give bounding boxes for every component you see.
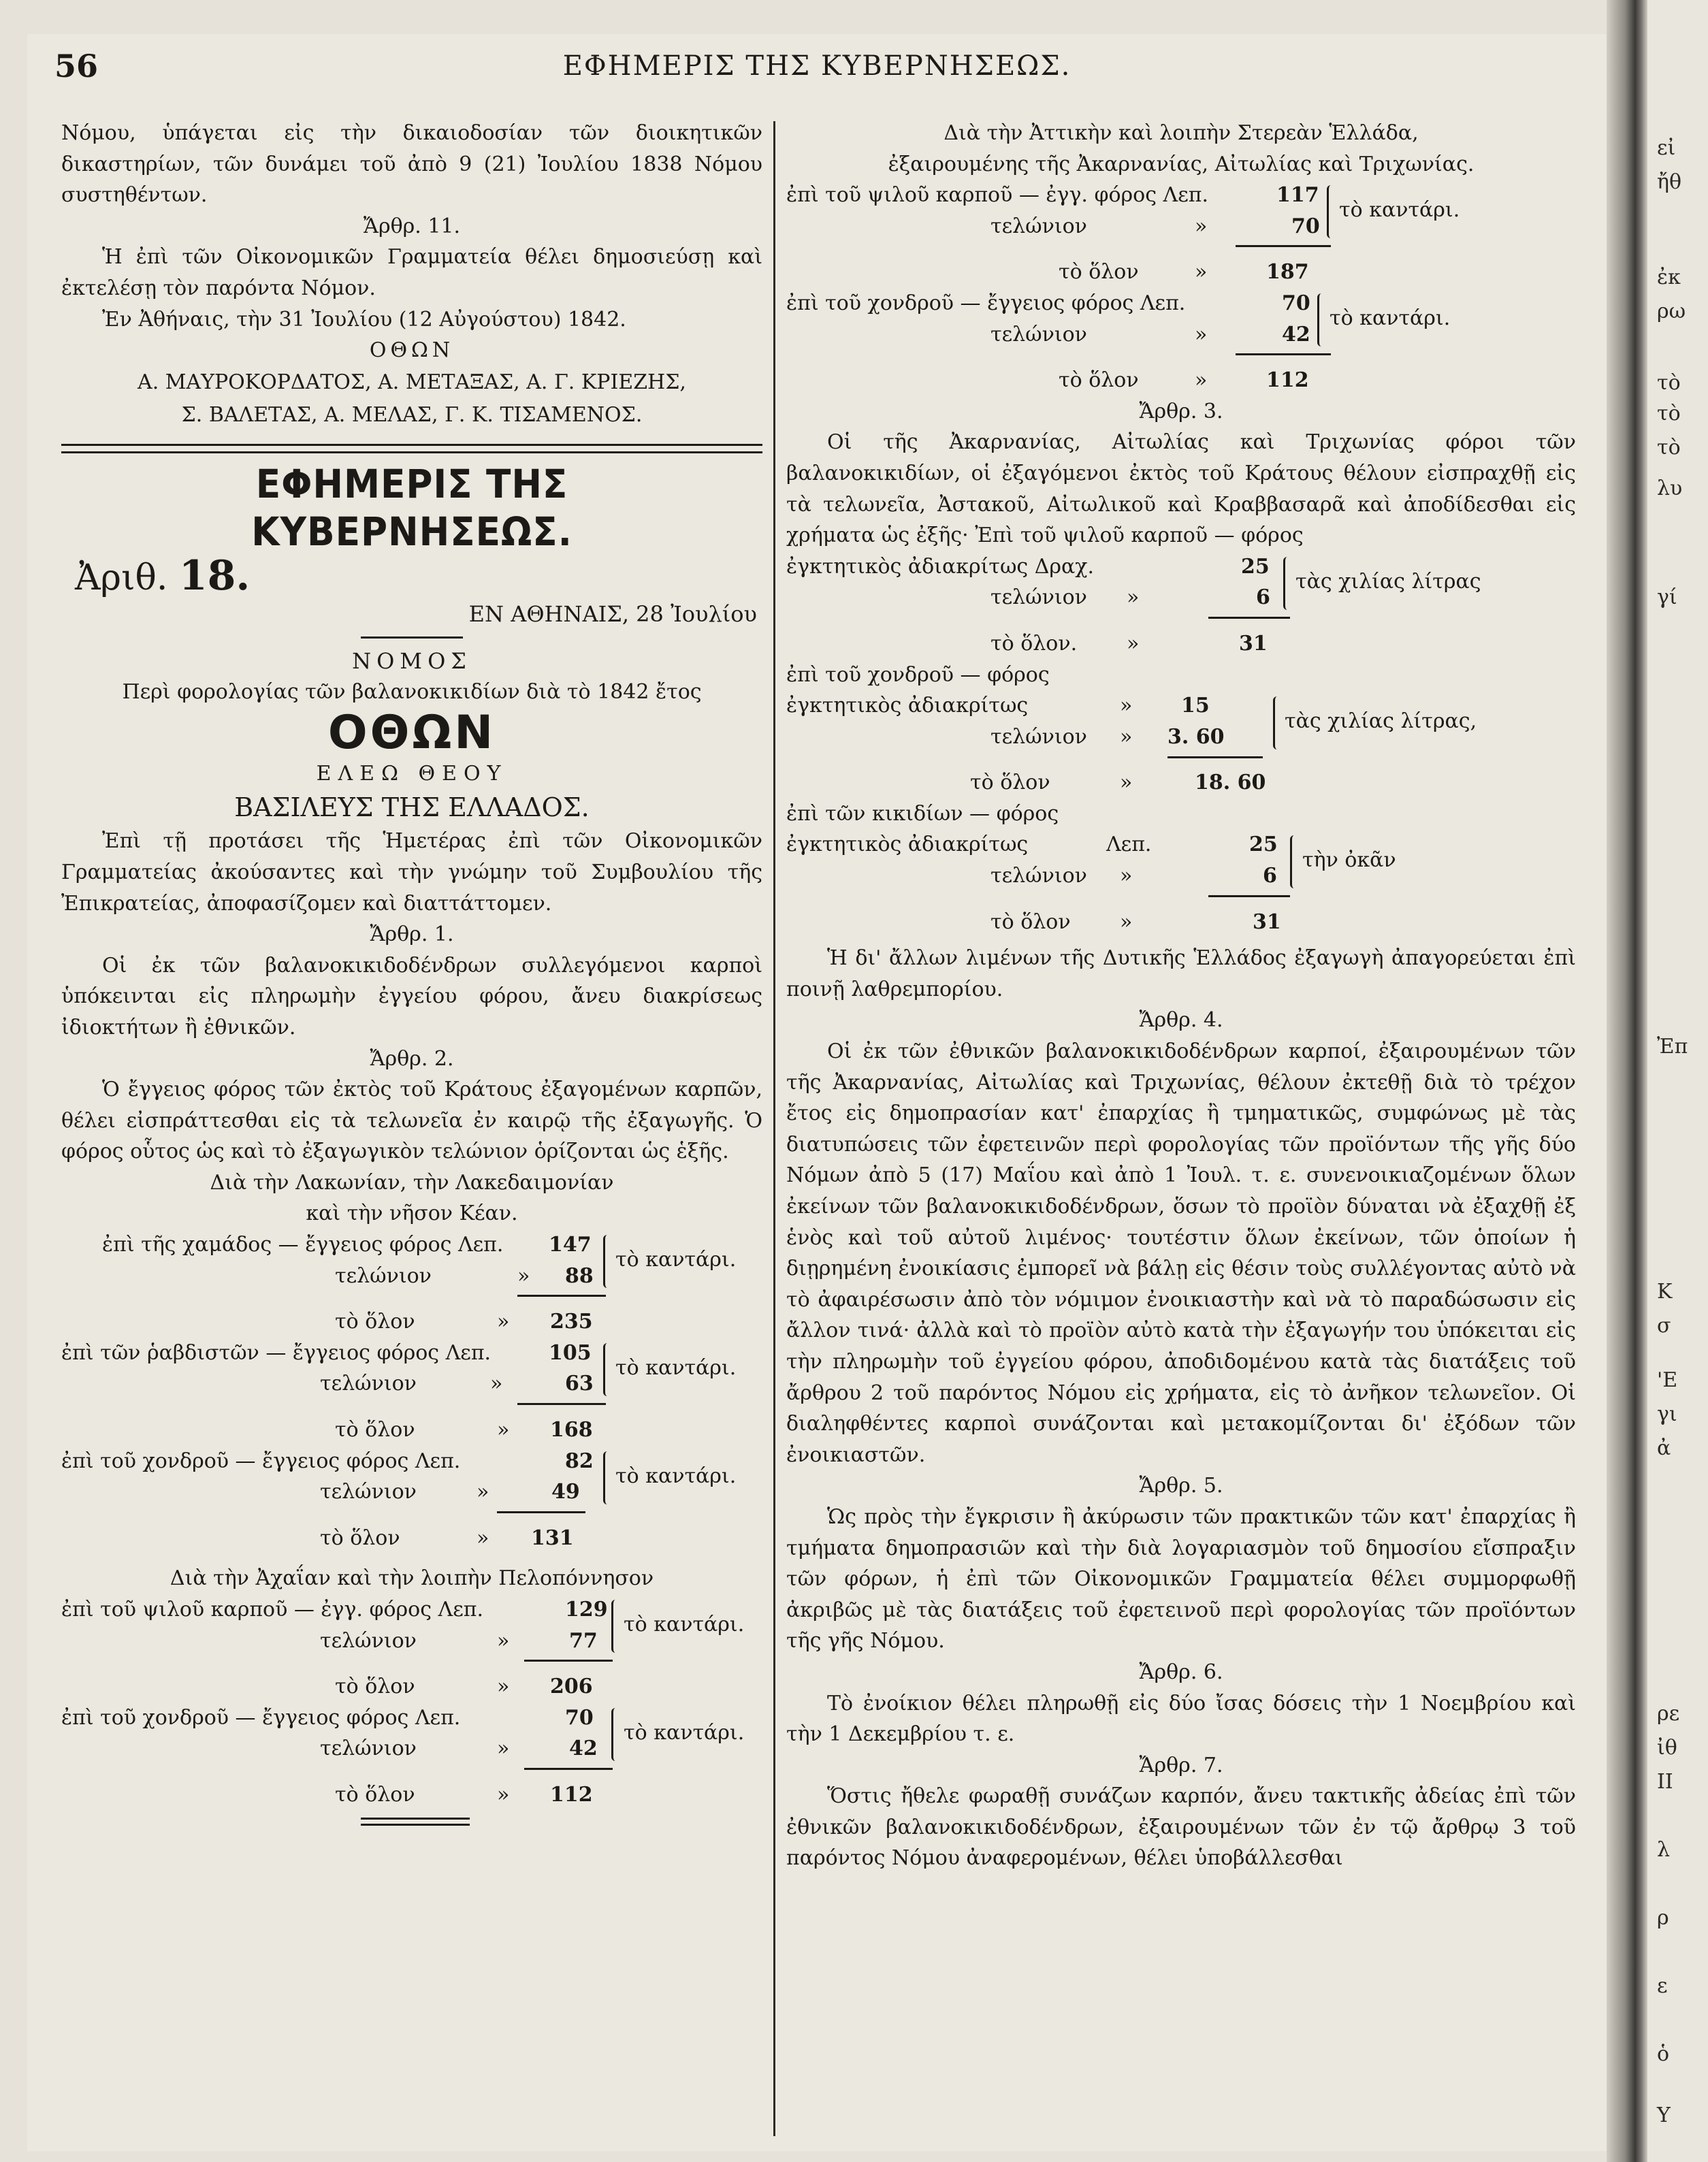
tax-table [786,180,1576,288]
sum-rule [1208,895,1290,897]
region-heading: Διὰ τὴν Ἀχαΐαν καὶ τὴν λοιπὴν Πελοπόννησον [170,1566,654,1591]
tax-value: 25 [1249,833,1278,857]
brace [603,1235,612,1288]
tax-row-label: ἐγκτητικὸς ἀδιακρίτως Δραχ. [786,554,1095,579]
next-page-fragment: ἐκ [1657,265,1681,289]
tax-row-label: ἐγκτητικὸς ἀδιακρίτως [786,833,1029,857]
ditto-mark: » [1120,864,1133,888]
ditto-mark: » [497,1418,510,1442]
continued-paragraph: Νόμου, ὑπάγεται εἰς τὴν δικαιοδοσίαν τῶν διοικητικῶν δικαστηρίων, τῶν δυνάμει τοῦ ἀπὸ 9 (21) Ἰουλίου 1838 Νόμου συστηθέντων. [61,121,762,208]
tax-row-label: ἐπὶ τοῦ ψιλοῦ καρποῦ — ἐγγ. φόρος Λεπ. [61,1598,484,1622]
tax-row-label: ἐπὶ τοῦ χονδροῦ — ἔγγειος φόρος Λεπ. [61,1449,461,1473]
unit-label: τὸ καντάρι. [615,1464,737,1488]
export-ban: Ἡ δι' ἄλλων λιμένων τῆς Δυτικῆς Ἑλλάδος ἐξαγωγὴ ἀπαγορεύεται ἐπὶ ποινῇ λαθρεμπορίου. [786,946,1576,1001]
end-rule [361,1818,470,1826]
tax-row-label: τελώνιον [990,585,1087,610]
running-head [54,48,1579,88]
tax-row-label: τελώνιον [990,724,1087,749]
tax-table [786,660,1576,798]
law-subject: Περὶ φορολογίας τῶν βαλανοκικιδίων διὰ τὸ 1842 ἔτος [122,679,702,704]
total-label: τὸ ὅλον [335,1310,415,1334]
king-name: ΟΘΩΝ [327,706,496,760]
total-value: 206 [550,1675,593,1699]
tax-row-label: τελώνιον [990,214,1087,238]
ditto-mark: » [1127,631,1140,656]
total-label: τὸ ὅλον. [990,631,1078,656]
brace [1317,293,1326,346]
tax-value: 42 [569,1737,598,1761]
total-value: 112 [550,1782,593,1807]
tax-value: 6 [1256,585,1270,610]
next-page-fragment: ΙΙ [1657,1770,1673,1794]
tax-row-label: ἐπὶ τοῦ χονδροῦ — φόρος [786,662,1050,687]
unit-label: τὸ καντάρι. [1330,306,1451,330]
next-page-fragment: ἤθ [1657,170,1682,194]
article-heading: Ἄρθρ. 3. [1139,399,1223,423]
unit-abbrev: Λεπ. [1106,833,1152,857]
tax-row-label: τελώνιον [990,864,1087,888]
ditto-mark: » [1195,322,1208,346]
date-line: Ἐν Ἀθήναις, τὴν 31 Ἰουλίου (12 Αὐγούστου) 1842. [102,307,626,332]
unit-label: τὸ καντάρι. [615,1248,737,1272]
tax-row-label: ἐπὶ τοῦ χονδροῦ — ἔγγειος φόρος Λεπ. [61,1705,461,1730]
ditto-mark: » [477,1526,489,1550]
tax-row-label: ἐπὶ τῶν κικιδίων — φόρος [786,801,1059,826]
king-signature: ΟΘΩΝ [369,338,455,363]
ditto-mark: » [497,1782,510,1807]
ditto-mark: » [1127,585,1140,610]
unit-label: τὴν ὀκᾶν [1302,848,1396,872]
total-label: τὸ ὅλον [1059,368,1139,393]
ditto-mark: » [497,1628,510,1653]
section-rule [61,444,762,453]
total-label: τὸ ὅλον [320,1526,400,1550]
brace [611,1600,620,1653]
tax-table [61,1594,762,1703]
ditto-mark: » [497,1675,510,1699]
tax-value: 129 [565,1598,608,1622]
unit-label: τὸ καντάρι. [615,1355,737,1380]
signers-line: Α. ΜΑΥΡΟΚΟΡΔΑΤΟΣ, Α. ΜΕΤΑΞΑΣ, Α. Γ. ΚΡΙΕΖΗΣ, [138,370,686,394]
tax-value: 70 [565,1705,594,1730]
region-heading: Διὰ τὴν Ἀττικὴν καὶ λοιπὴν Στερεὰν Ἑλλάδα, [944,121,1419,145]
unit-label: τὸ καντάρι. [624,1720,745,1745]
divider [361,636,463,639]
next-page-fragment: Υ [1657,2103,1671,2127]
next-page-fragment: ἀ [1657,1436,1671,1460]
region-heading: Διὰ τὴν Λακωνίαν, τὴν Λακεδαιμονίαν [210,1170,614,1195]
tax-value: 3. 60 [1167,724,1225,749]
book-gutter [1607,0,1647,2162]
brace [1273,696,1282,749]
sum-rule [1236,245,1331,247]
ditto-mark: » [1120,724,1133,749]
article-text: Ἡ ἐπὶ τῶν Οἰκονομικῶν Γραμματεία θέλει δημοσιεύσῃ καὶ ἐκτελέσῃ τὸν παρόντα Νόμον. [61,245,762,300]
tax-value: 42 [1282,322,1310,346]
tax-row-label: ἐπὶ τῶν ῥαβδιστῶν — ἔγγειος φόρος Λεπ. [61,1340,492,1365]
total-value: 31 [1253,909,1281,934]
tax-row-label: ἐπὶ τοῦ χονδροῦ — ἔγγειος φόρος Λεπ. [786,291,1186,315]
article-heading: Ἄρθρ. 5. [1139,1474,1223,1498]
article-heading: Ἄρθρ. 7. [1139,1753,1223,1777]
total-label: τὸ ὅλον [335,1782,415,1807]
ditto-mark: » [490,1372,503,1396]
next-page-fragment: ἰθ [1657,1736,1677,1760]
brace [603,1451,612,1504]
tax-value: 63 [565,1372,594,1396]
tax-table [61,1446,762,1554]
ditto-mark: » [477,1480,489,1504]
article-heading: Ἄρθρ. 6. [1139,1660,1223,1684]
unit-label: τὸ καντάρι. [624,1613,745,1636]
tax-value: 117 [1276,183,1319,208]
next-page-fragment: γι [1657,1402,1677,1426]
tax-value: 147 [549,1233,592,1257]
brace [603,1343,612,1396]
total-label: τὸ ὅλον [970,771,1050,795]
brace [611,1708,620,1761]
next-page-fragment: λ [1657,1838,1671,1862]
total-label: τὸ ὅλον [1059,260,1139,285]
sum-rule [497,1511,585,1513]
next-page-edge [1647,0,1708,2162]
king-of-greece: ΒΑΣΙΛΕΥΣ ΤΗΣ ΕΛΛΑΔΟΣ. [234,792,590,823]
ditto-mark: » [1120,694,1133,718]
total-label: τὸ ὅλον [335,1418,415,1442]
next-page-fragment: τὸ [1657,436,1681,459]
tax-row-label: τελώνιον [335,1263,432,1288]
ditto-mark: » [1195,260,1208,285]
next-page-fragment: ρ [1657,1906,1669,1930]
ditto-mark: » [517,1263,530,1288]
unit-label: τὰς χιλίας λίτρας, [1285,709,1477,733]
article-heading: Ἄρθρ. 1. [370,922,454,947]
page-number: 56 [54,48,99,84]
ditto-mark: » [1195,368,1208,393]
tax-table [786,288,1576,396]
ditto-mark: » [1195,214,1208,238]
tax-table [786,551,1576,660]
total-value: 235 [550,1310,593,1334]
column-divider [773,121,775,2136]
sum-rule [517,1295,606,1297]
article-text: Ὅστις ἤθελε φωραθῇ συνάζων καρπόν, ἄνευ τακτικῆς ἀδείας ἐπὶ τῶν ἐθνικῶν βαλανοκικιδοδένδρων, ἐξαιρουμένων τῶν ἐν τῷ ἄρθρῳ 3 τοῦ παρόντος Νόμου ἀναφερομένων, θέλει ὑποβάλλεσθαι [786,1784,1576,1871]
sum-rule [524,1768,613,1770]
tax-value: 88 [565,1263,594,1288]
tax-value: 105 [549,1340,592,1365]
tax-table [786,798,1576,937]
tax-row-label: τελώνιον [320,1480,417,1504]
article-text: Οἱ τῆς Ἀκαρνανίας, Αἰτωλίας καὶ Τριχωνίας φόροι τῶν βαλανοκικιδίων, οἱ ἐξαγόμενοι ἐκτὸς τοῦ Κράτους θέλουν εἰσπραχθῇ εἰς τὰ τελωνεῖα, Ἀστακοῦ, Αἰτωλικοῦ καὶ Κραββασαρᾶ καὶ ἀποδίδεσθαι εἰς χρήματα ὡς ἐξῆς· Ἐπὶ τοῦ ψιλοῦ καρποῦ — φόρος [786,430,1576,548]
paper-title: ΕΦΗΜΕΡΙΣ ΤΗΣ ΚΥΒΕΡΝΗΣΕΩΣ. [562,50,1071,82]
article-text: Οἱ ἐκ τῶν βαλανοκικιδοδένδρων συλλεγόμενοι καρποὶ ὑπόκεινται εἰς πληρωμὴν ἐγγείου φόρου, ἄνευ διακρίσεως ἰδιοκτήτων ἢ ἐθνικῶν. [61,953,762,1039]
ditto-mark: » [497,1737,510,1761]
by-grace-of-god: ΕΛΕΩ ΘΕΟΥ [316,762,508,786]
article-heading: Ἄρθρ. 4. [1139,1008,1223,1033]
next-page-fragment: ὁ [1657,2042,1670,2066]
law-heading: ΝΟΜΟΣ [352,647,472,674]
tax-row-label: τελώνιον [320,1628,417,1653]
brace [1327,185,1336,238]
dateline: ΕΝ ΑΘΗΝΑΙΣ, 28 Ἰουλίου [468,600,757,627]
tax-value: 77 [569,1628,598,1653]
tax-value: 70 [1282,291,1310,315]
article-text: Τὸ ἐνοίκιον θέλει πληρωθῇ εἰς δύο ἴσας δόσεις τὴν 1 Νοεμβρίου καὶ τὴν 1 Δεκεμβρίου τ. ε. [786,1691,1576,1747]
tax-table [61,1229,762,1338]
next-page-fragment: λυ [1657,477,1683,500]
total-value: 187 [1266,260,1309,285]
next-page-fragment: ε [1657,1974,1668,1998]
brace [1283,557,1292,610]
issue-label: Ἀριθ. [75,557,168,598]
left-column [61,118,762,1833]
total-label: τὸ ὅλον [990,909,1071,934]
tax-value: 70 [1291,214,1320,238]
unit-label: τὰς χιλίας λίτρας [1295,569,1481,594]
tax-row-label: ἐπὶ τοῦ ψιλοῦ καρποῦ — ἐγγ. φόρος Λεπ. [786,183,1209,208]
next-page-fragment: Ἐπ [1657,1035,1688,1059]
sum-rule [1208,617,1290,619]
next-page-fragment: ρε [1657,1702,1680,1726]
next-page-fragment: εἰ [1657,136,1676,160]
right-column [786,118,1576,1874]
ditto-mark: » [1120,909,1133,934]
tax-value: 25 [1241,554,1270,579]
sum-rule [1167,756,1263,758]
article-text: Ὡς πρὸς τὴν ἔγκρισιν ἢ ἀκύρωσιν τῶν πρακτικῶν τῶν κατ' ἐπαρχίας ἢ τμήματα δημοπρασιῶν καὶ τὴν διὰ λογαριασμὸν τοῦ δημοσίου εἴσπραξιν τῶν φόρων, ἡ ἐπὶ τῶν Οἰκονομικῶν Γραμματεία θέλει συμμορφωθῇ ἀκριβῶς μὲ τὰς διατάξεις τοῦ ἐφετεινοῦ περὶ φορολογίας τῶν προϊόντων τῆς γῆς Νόμου. [786,1504,1576,1653]
next-page-fragment: ρω [1657,300,1686,323]
tax-table [61,1338,762,1446]
total-value: 112 [1266,368,1309,393]
article-heading: Ἄρθρ. 2. [370,1046,454,1071]
issue-value: 18. [178,551,251,600]
ditto-mark: » [497,1310,510,1334]
preamble: Ἐπὶ τῇ προτάσει τῆς Ἡμετέρας ἐπὶ τῶν Οἰκονομικῶν Γραμματείας ἀκούσαντες καὶ τὴν γνώμην τοῦ Συμβουλίου τῆς Ἐπικρατείας, ἀποφασίζομεν καὶ διαττάττομεν. [61,829,762,916]
tax-value: 49 [551,1480,580,1504]
brace [1290,835,1299,888]
tax-row-label: ἐγκτητικὸς ἀδιακρίτως [786,694,1029,718]
article-text: Ὁ ἔγγειος φόρος τῶν ἐκτὸς τοῦ Κράτους ἐξαγομένων καρπῶν, θέλει εἰσπράττεσθαι εἰς τὰ τελωνεῖα ἐν καιρῷ τῆς ἐξαγωγῆς. Ὁ φόρος οὗτος ὡς καὶ τὸ ἐξαγωγικὸν τελώνιον ὁρίζονται ὡς ἑξῆς. [61,1078,762,1164]
article-text: Οἱ ἐκ τῶν ἐθνικῶν βαλανοκικιδοδένδρων καρποί, ἐξαιρουμένων τῶν τῆς Ἀκαρνανίας, Αἰτωλίας καὶ Τριχωνίας, θέλουν ἐκτεθῇ διὰ τὸ τρέχον ἔτος εἰς δημοπρασίαν κατ' ἐπαρχίας ἢ τμηματικῶς, συμφώνως μὲ τὰς διατυπώσεις τῶν ἐφετεινῶν περὶ φορολογίας τῶν προϊόντων τῆς γῆς δύο Νόμων ἀπὸ 5 (17) Μαΐου καὶ ἀπὸ 1 Ἰουλ. τ. ε. συνενοικιαζομένων ὅλων ἐκείνων τῶν βαλανοκικιδοδένδρων, ὅσων τὸ προϊὸν δύναται νὰ ἐξαχθῇ ἐξ ἑνὸς καὶ τοῦ αὐτοῦ λιμένος· τουτέστιν ὅλων ἐκείνων, τῶν ὁποίων ἡ διῃρημένη ἐνοικίασις ἐμπορεῖ νὰ βάλῃ εἰς θέσιν τοὺς συλλέγοντας αὐτὸ νὰ τὸ ἀφαιρέσωσιν ἀπὸ τὸν νόμιμον ἐνοικιαστὴν καὶ νὰ τὸ παραδώσωσιν εἰς ἄλλον τινά· ἀλλὰ καὶ τὸ προϊὸν αὐτὸ κατὰ τὴν ἐξαγωγήν του ὑπόκειται εἰς τὴν πληρωμὴν τοῦ ἐγγείου φόρου, ἀποδιδομένου κατὰ τὰς διατάξεις τοῦ ἄρθρου 2 τοῦ παρόντος Νόμου εἰς χρήματα, εἰς τὸ ἀνῆκον τελωνεῖον. Οἱ διαληφθέντες καρποὶ συνάζονται καὶ μετακομίζονται δι' ἐξόδων τῶν ἐνοικιαστῶν. [786,1039,1576,1467]
tax-value: 6 [1263,864,1277,888]
tax-row-label: ἐπὶ τῆς χαμάδος — ἔγγειος φόρος Λεπ. [102,1233,504,1257]
issue-number [75,551,762,600]
signers-line: Σ. ΒΑΛΕΤΑΣ, Α. ΜΕΛΑΣ, Γ. Κ. ΤΙΣΑΜΕΝΟΣ. [181,402,643,427]
tax-row-label: τελώνιον [320,1372,417,1396]
ditto-mark: » [1120,771,1133,795]
next-page-fragment: Κ [1657,1280,1673,1304]
total-value: 31 [1239,631,1268,656]
tax-row-label: τελώνιον [320,1737,417,1761]
next-page-fragment: 'Ε [1657,1368,1678,1392]
tax-value: 82 [565,1449,594,1473]
total-label: τὸ ὅλον [335,1675,415,1699]
next-page-fragment: τὸ [1657,371,1681,395]
article-heading: Ἄρθρ. 11. [363,214,461,238]
sum-rule [517,1403,606,1405]
region-heading: ἐξαιρουμένης τῆς Ἀκαρνανίας, Αἰτωλίας καὶ Τριχωνίας. [888,152,1475,176]
tax-value: 15 [1181,694,1210,718]
sum-rule [1236,353,1331,355]
next-page-fragment: γί [1657,585,1677,609]
total-value: 168 [550,1418,593,1442]
region-heading: καὶ τὴν νῆσον Κέαν. [306,1201,518,1226]
tax-table [61,1703,762,1811]
sum-rule [524,1660,613,1662]
next-page-fragment: τὸ [1657,402,1681,425]
total-value: 131 [531,1526,574,1550]
unit-label: τὸ καντάρι. [1339,198,1460,223]
masthead: ΕΦΗΜΕΡΙΣ ΤΗΣ ΚΥΒΕΡΝΗΣΕΩΣ. [251,460,573,555]
tax-row-label: τελώνιον [990,322,1087,346]
next-page-fragment: σ [1657,1314,1671,1338]
total-value: 18. 60 [1195,771,1266,795]
